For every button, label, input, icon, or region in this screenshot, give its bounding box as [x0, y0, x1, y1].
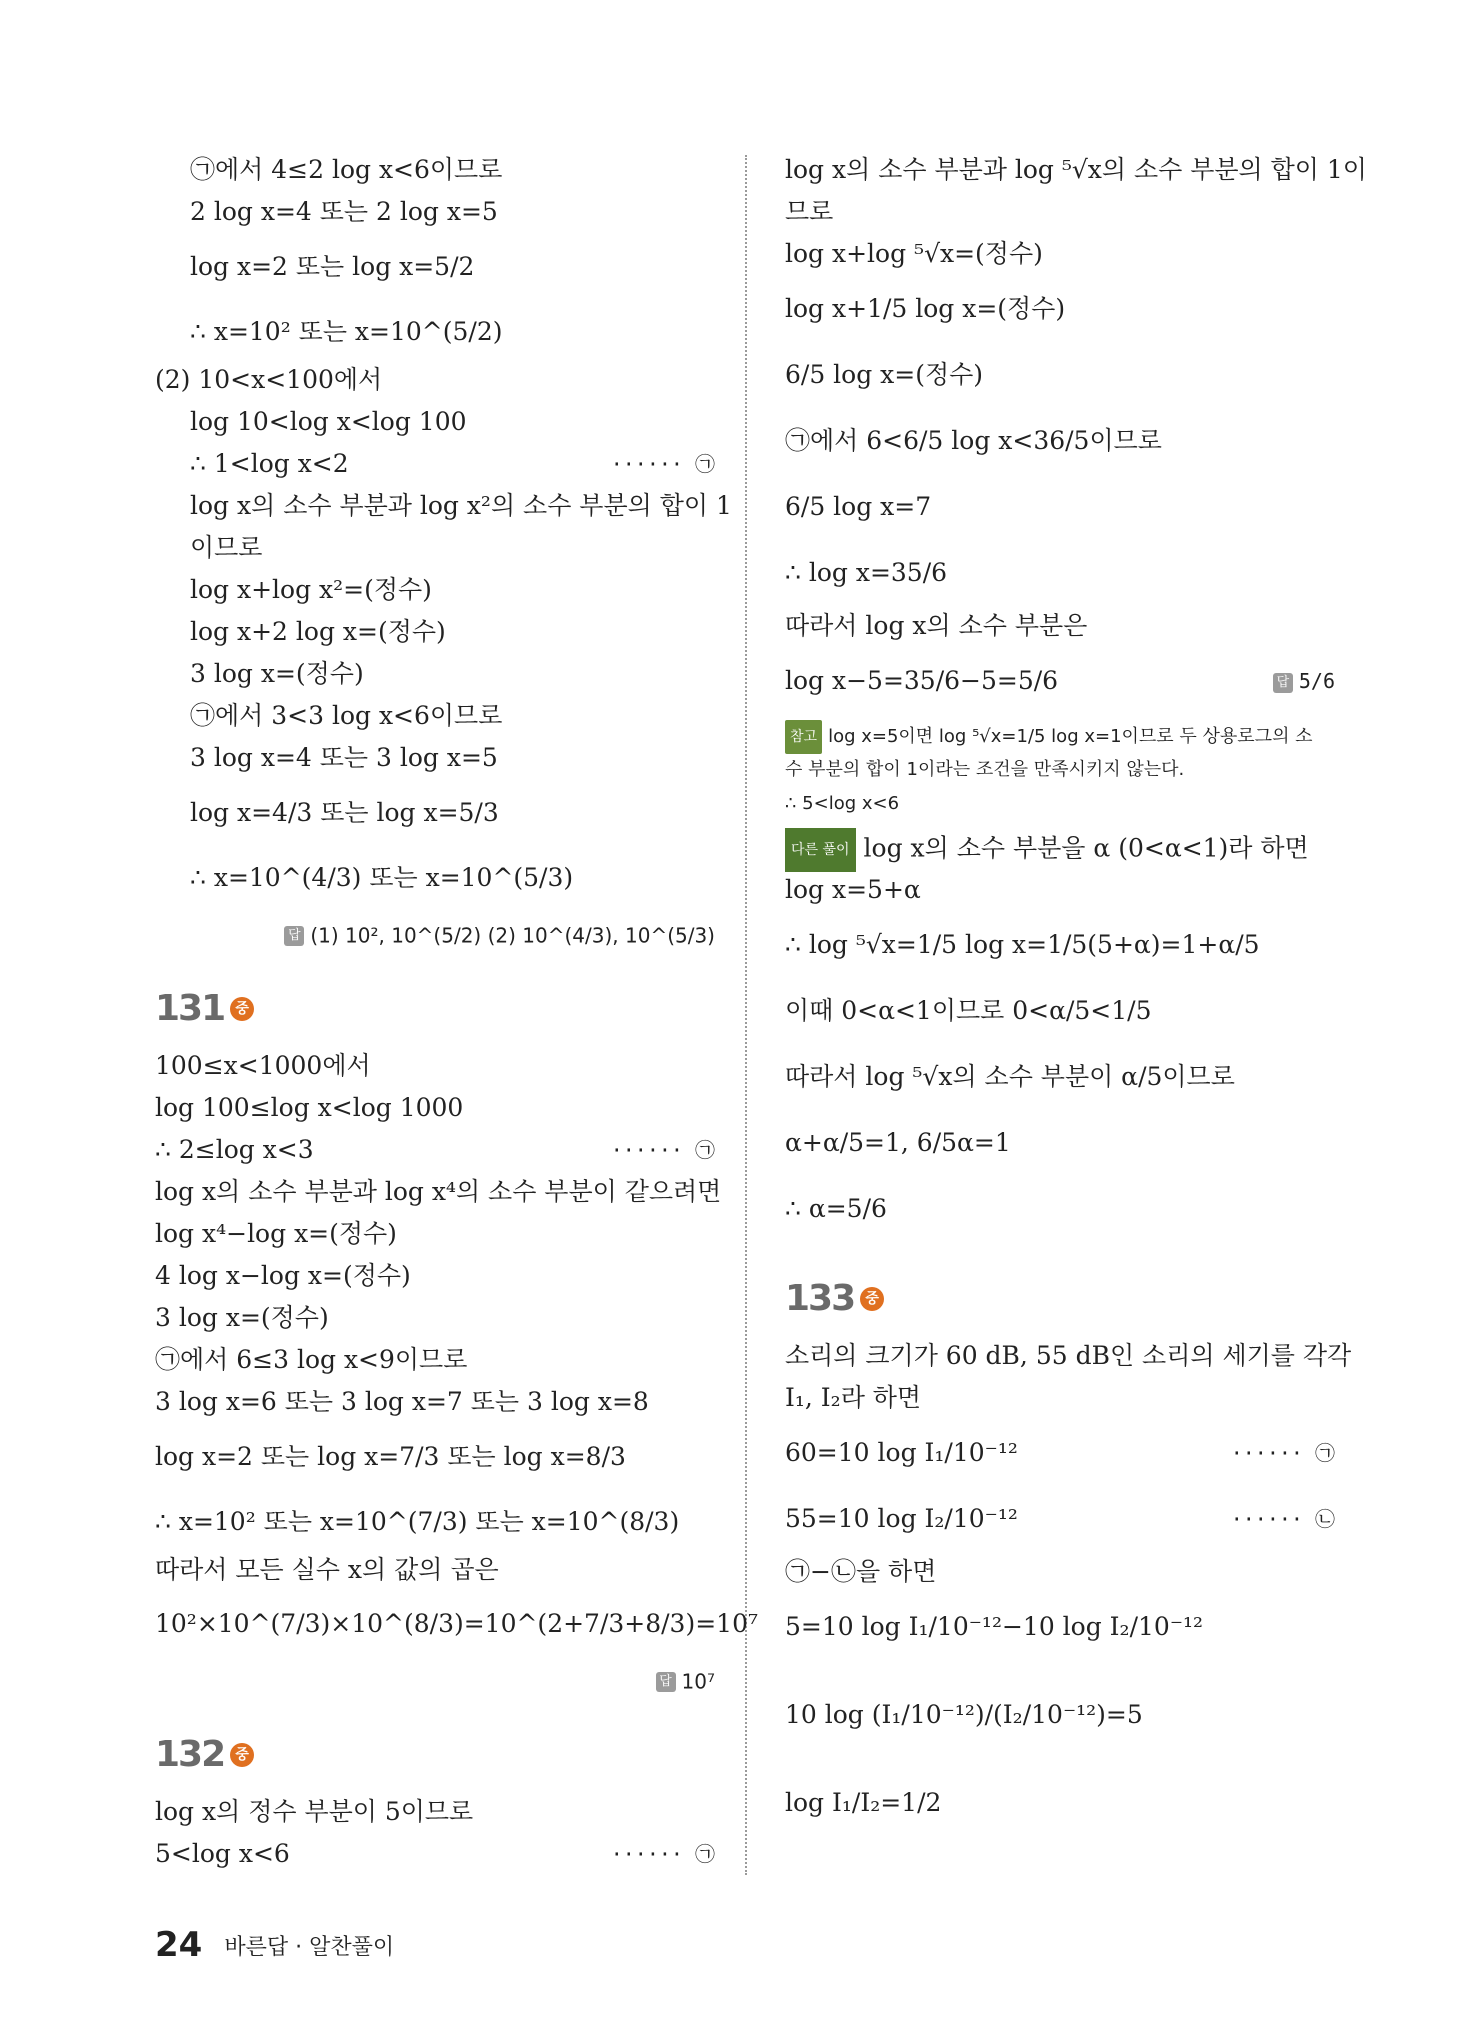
math-line: 5=10 log I₁/10⁻¹²−10 log I₂/10⁻¹²	[785, 1612, 1204, 1641]
math-line: ∴ log x=35/6	[785, 558, 948, 587]
solution-block-130-part2	[155, 402, 732, 906]
math-line: ∴ 2≤log x<3 ······ ㉠	[155, 1130, 715, 1172]
answer-icon: 답	[656, 1672, 676, 1692]
math-line: log x=2 또는 log x=5/2	[190, 252, 475, 281]
math-line: ∴ log ⁵√x=1/5 log x=1/5(5+α)=1+α/5	[785, 930, 1260, 959]
math-line: 3 log x=4 또는 3 log x=5	[190, 743, 498, 772]
math-line: log x의 소수 부분과 log x⁴의 소수 부분이 같으려면	[155, 1177, 722, 1206]
difficulty-badge: 중	[860, 1287, 884, 1311]
reference-note	[785, 720, 1335, 822]
math-line: 3 log x=6 또는 3 log x=7 또는 3 log x=8	[155, 1387, 649, 1416]
math-line: 따라서 log x의 소수 부분은	[785, 611, 1088, 640]
math-line: ㉠에서 6<6/5 log x<36/5이므로	[785, 426, 1162, 455]
answer-130: 답 (1) 10², 10^(5/2) (2) 10^(4/3), 10^(5/3)	[155, 916, 715, 952]
math-line: log I₁/I₂=1/2	[785, 1788, 942, 1817]
math-line: log x의 소수 부분과 log ⁵√x의 소수 부분의 합이 1이	[785, 155, 1367, 184]
math-line: 므로	[785, 197, 834, 226]
math-line: log 10<log x<log 100	[190, 407, 467, 436]
math-line: ㉠−㉡을 하면	[785, 1557, 937, 1586]
math-line: 이므로	[190, 533, 263, 562]
math-line: ∴ x=10² 또는 x=10^(7/3) 또는 x=10^(8/3)	[155, 1507, 680, 1536]
math-line: log x+2 log x=(정수)	[190, 617, 446, 646]
problem-header-131: 131 중	[155, 988, 715, 1034]
math-line: 10²×10^(7/3)×10^(8/3)=10^(2+7/3+8/3)=10⁷	[155, 1609, 758, 1638]
math-line: 4 log x−log x=(정수)	[155, 1261, 411, 1290]
solution-block-133	[785, 1336, 1352, 1836]
math-line: ㉠에서 6≤3 log x<9이므로	[155, 1345, 468, 1374]
math-line: log x+1/5 log x=(정수)	[785, 294, 1066, 323]
note-line: 참고 log x=5이면 log ⁵√x=1/5 log x=1이므로 두 상용로그의 소	[785, 720, 1335, 754]
math-line: log x⁴−log x=(정수)	[155, 1219, 397, 1248]
answer-132: 답 5/6	[1273, 648, 1335, 714]
answer-icon: 답	[1273, 673, 1293, 693]
math-line: log x−5=35/6−5=5/6 답 5/6	[785, 648, 1335, 714]
math-line: 100≤x<1000에서	[155, 1051, 371, 1080]
alt-first-line: 다른 풀이 log x의 소수 부분을 α (0<α<1)라 하면	[785, 828, 1335, 870]
solution-block-132-cont	[785, 150, 1367, 714]
note-line: ∴ 5<log x<6	[785, 793, 900, 814]
math-line: log x+log ⁵√x=(정수)	[785, 239, 1043, 268]
alternate-solution	[785, 828, 1335, 1242]
math-line: 10 log (I₁/10⁻¹²)/(I₂/10⁻¹²)=5	[785, 1700, 1143, 1729]
math-line: 6/5 log x=(정수)	[785, 360, 984, 389]
note-line: 수 부분의 합이 1이라는 조건을 만족시키지 않는다.	[785, 759, 1185, 780]
problem-header-133: 133 중	[785, 1278, 1335, 1324]
note-badge: 참고	[785, 720, 822, 754]
math-line: 따라서 모든 실수 x의 값의 곱은	[155, 1555, 499, 1584]
math-line: ∴ α=5/6	[785, 1194, 887, 1223]
math-line: log x+log x²=(정수)	[190, 575, 432, 604]
math-line: 이때 0<α<1이므로 0<α/5<1/5	[785, 996, 1152, 1025]
difficulty-badge: 중	[230, 1743, 254, 1767]
math-line: 55=10 log I₂/10⁻¹² ······ ㉡	[785, 1486, 1335, 1552]
page-footer	[155, 1925, 394, 1965]
equation-tag: ······ ㉠	[610, 452, 715, 476]
answer-131: 답 10⁷	[155, 1662, 715, 1698]
equation-tag: ······ ㉠	[1230, 1441, 1335, 1465]
math-line: 60=10 log I₁/10⁻¹² ······ ㉠	[785, 1420, 1335, 1486]
math-line: log x의 소수 부분과 log x²의 소수 부분의 합이 1	[190, 491, 732, 520]
answer-icon: 답	[284, 926, 304, 946]
math-line: ∴ x=10^(4/3) 또는 x=10^(5/3)	[190, 863, 574, 892]
math-line: 3 log x=(정수)	[155, 1303, 329, 1332]
solution-block-132-start	[155, 1792, 715, 1876]
math-line: log x=4/3 또는 log x=5/3	[190, 798, 499, 827]
part-label: (2) 10<x<100에서	[155, 365, 383, 394]
math-line: I₁, I₂라 하면	[785, 1383, 922, 1412]
page-number: 24	[155, 1925, 203, 1965]
math-line: 소리의 크기가 60 dB, 55 dB인 소리의 세기를 각각	[785, 1341, 1352, 1370]
math-line: ㉠에서 4≤2 log x<6이므로	[190, 155, 503, 184]
math-line: log x의 정수 부분이 5이므로	[155, 1797, 474, 1826]
difficulty-badge: 중	[230, 997, 254, 1021]
math-line: 따라서 log ⁵√x의 소수 부분이 α/5이므로	[785, 1062, 1235, 1091]
solution-block-131	[155, 1046, 758, 1652]
math-line: log 100≤log x<log 1000	[155, 1093, 464, 1122]
math-line: 2 log x=4 또는 2 log x=5	[190, 197, 498, 226]
math-line: ㉠에서 3<3 log x<6이므로	[190, 701, 503, 730]
math-line: ∴ x=10² 또는 x=10^(5/2)	[190, 317, 503, 346]
math-line: ∴ 1<log x<2 ······ ㉠	[155, 444, 715, 486]
alt-badge: 다른 풀이	[785, 828, 856, 872]
math-line: 3 log x=(정수)	[190, 659, 364, 688]
equation-tag: ······ ㉠	[610, 1842, 715, 1866]
equation-tag: ······ ㉡	[1230, 1507, 1335, 1531]
left-column	[155, 150, 758, 1876]
footer-title: 바른답 · 알찬풀이	[224, 1934, 395, 1960]
solution-block-130-part1	[155, 150, 715, 360]
math-line: 5<log x<6 ······ ㉠	[155, 1834, 715, 1876]
math-line: log x=2 또는 log x=7/3 또는 log x=8/3	[155, 1442, 626, 1471]
right-column	[785, 150, 1367, 1836]
equation-tag: ······ ㉠	[610, 1138, 715, 1162]
problem-header-132: 132 중	[155, 1734, 715, 1780]
math-line: log x=5+α	[785, 875, 921, 904]
math-line: α+α/5=1, 6/5α=1	[785, 1128, 1011, 1157]
math-line: 6/5 log x=7	[785, 492, 932, 521]
